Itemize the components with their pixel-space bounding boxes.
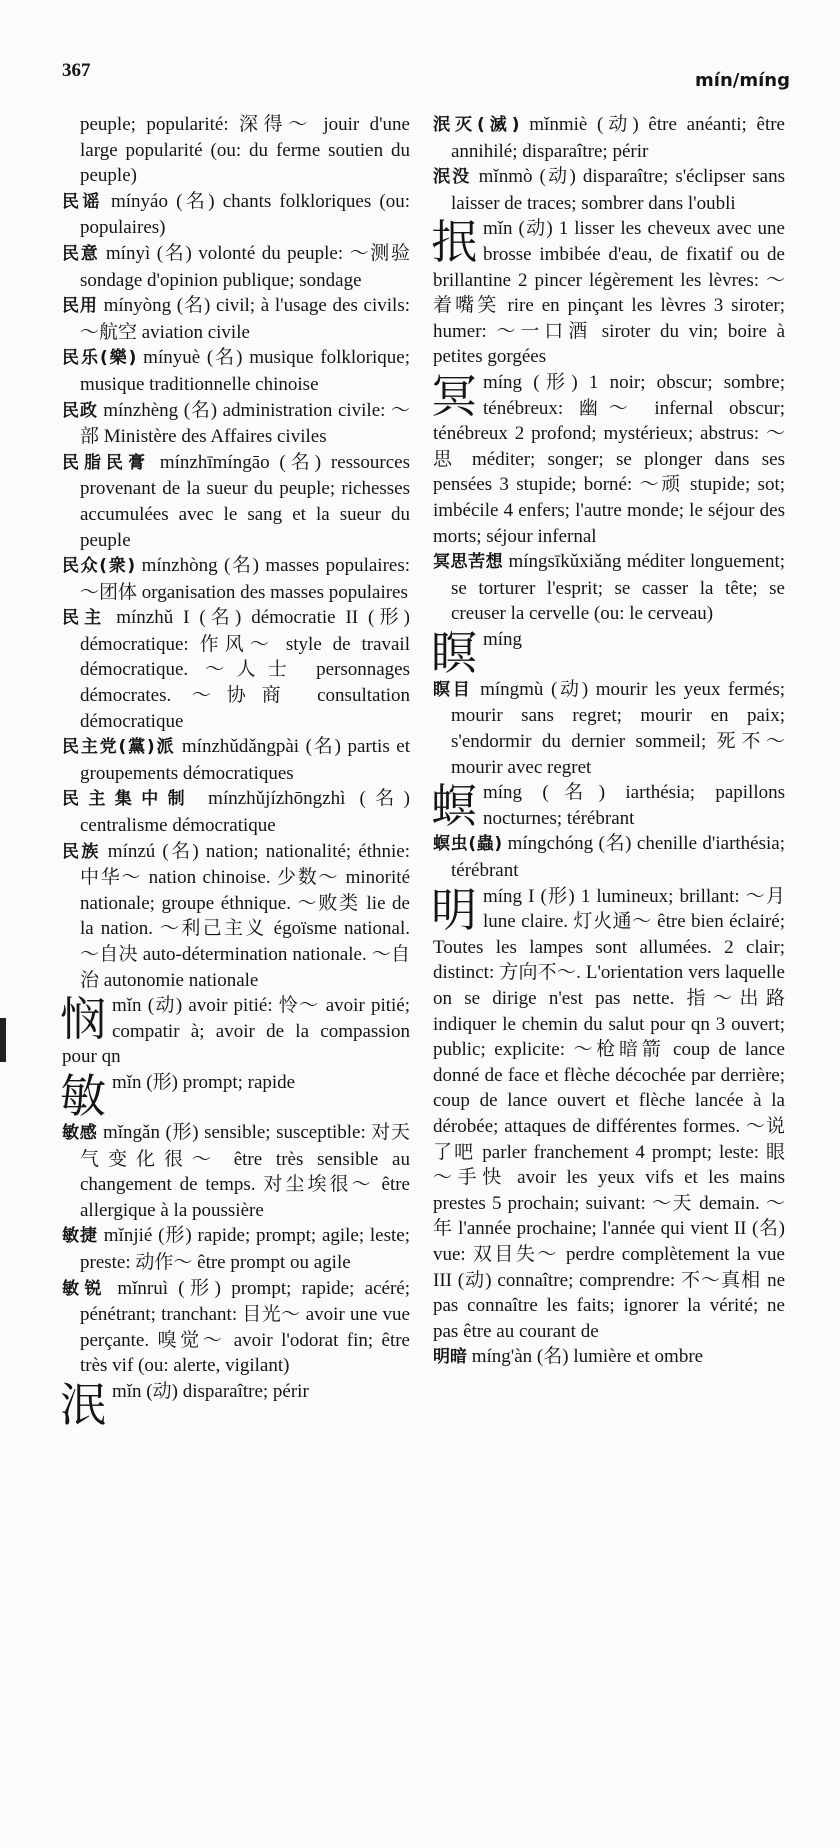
entry-character: 冥 [431, 368, 477, 423]
sub-entry [62, 398, 410, 450]
definition-text: mínzhǔjízhōngzhì (名) centralisme démocratique [80, 788, 410, 837]
definition-text: mínzhīmíngāo (名) ressources provenant de la sueur du peuple; richesses accumulées avec le sang et la sueur du peuple [80, 451, 410, 551]
definition-text: mínzhǔ I (名) démocratie II (形) démocratique: 作风～ style de travail démocratique. ～人士 personnages démocrates. ～协商 consultation démocratique [80, 607, 410, 732]
entry-continuation [62, 112, 410, 189]
sub-entry [433, 831, 785, 883]
headword: 民乐(樂) [62, 348, 137, 369]
definition-text: mínyòng (名) civil; à l'usage des civils: ～航空 aviation civile [80, 295, 410, 343]
headword: 民政 [62, 400, 98, 421]
main-entry [433, 216, 785, 370]
sub-entry [62, 553, 410, 605]
headword: 民主党(黨)派 [62, 737, 176, 758]
sub-entry [433, 549, 785, 627]
definition-text: míngchóng (名) chenille d'iarthésia; térébrant [451, 833, 785, 882]
definition-text: peuple; popularité: 深得～ jouir d'une large popularité (ou: du ferme soutien du peuple) [80, 114, 410, 187]
definition-text: mǐnmò (动) disparaître; s'éclipser sans laisser de traces; sombrer dans l'oubli [451, 166, 785, 214]
sub-entry [62, 1120, 410, 1223]
entry-definition: míng I (形) 1 lumineux; brillant: ～月 lune claire. 灯火通～ être bien éclairé; Toutes les lampes sont allumées. 2 clair; distinct: 方向不～. L'orientation vers laquelle on se dirige n'est pas nette. 指～出路 indiquer le chemin du salut pour qn 3 ouvert; public; explicite: ～枪暗箭 coup de lance donné de face et flèche décochée par derrière; coup de lance ouvert et flèche lancée à la dérobée; attaques de différentes formes. ～说了吧 parler franchement 4 prompt; leste: 眼～手快 avoir les yeux vifs et les mains prestes 5 prochain; suivant: ～天 demain. ～年 l'année prochaine; l'année qui vient II (名) vue: 双目失～ perdre complètement la vue III (动) connaître; comprendre: 不～真相 ne pas connaître les faits; ignorer la vérité; ne pas être au courant de [433, 885, 785, 1342]
entry-character: 螟 [431, 779, 477, 834]
main-entry [62, 993, 410, 1070]
sub-entry [433, 112, 785, 164]
definition-text: mínzhòng (名) masses populaires: ～团体 organisation des masses populaires [80, 555, 410, 603]
entry-definition: mǐn (动) disparaître; périr [112, 1380, 309, 1402]
definition-text: mǐnruì (形) prompt; rapide; acéré; pénétrant; tranchant: 目光～ avoir une vue perçante. 嗅觉～ avoir l'odorat fin; être très vif (ou: alerte, vigilant) [80, 1277, 411, 1377]
entry-character: 敏 [60, 1068, 106, 1123]
definition-text: mǐnmiè (动) être anéanti; être annihilé; disparaître; périr [451, 114, 785, 162]
right-column [433, 112, 785, 1371]
headword: 民脂民膏 [62, 452, 151, 473]
entry-definition: mǐn (动) 1 lisser les cheveux avec une brosse imbibée d'eau, de fixatif ou de brillantine 2 pincer légèrement les lèvres: ～着嘴笑 rire en pinçant les lèvres 3 siroter; humer: ～一口酒 siroter du vin; boire à petites gorgées [433, 218, 785, 368]
main-entry [433, 370, 785, 549]
running-head: mín/míng [695, 70, 790, 91]
definition-text: mínzhèng (名) administration civile: ～部 Ministère des Affaires civiles [80, 399, 410, 448]
definition-text: mínyì (名) volonté du peuple: ～测验 sondage d'opinion publique; sondage [80, 242, 411, 291]
edge-thumb-mark [0, 1018, 6, 1062]
entry-definition: mǐn (形) prompt; rapide [112, 1071, 296, 1093]
entry-character: 泯 [60, 1377, 106, 1432]
sub-entry [62, 189, 410, 241]
main-entry [433, 884, 785, 1345]
sub-entry [433, 677, 785, 780]
headword: 敏感 [62, 1122, 98, 1143]
sub-entry [433, 1344, 785, 1371]
sub-entry [62, 786, 410, 838]
headword: 民主 [62, 608, 107, 629]
definition-text: míngsīkǔxiǎng méditer longuement; se torturer l'esprit; se casser la tête; se creuser la cervelle (ou: le cerveau) [451, 551, 785, 625]
entry-character: 明 [431, 882, 477, 937]
main-entry [60, 1068, 410, 1123]
definition-text: mínzú (名) nation; nationalité; éthnie: 中华～ nation chinoise. 少数～ minorité nationale; groupe éthnique. ～败类 lie de la nation. ～利己主义 égoïsme national. ～自决 auto-détermination nationale. ～自治 autonomie nationale [80, 840, 410, 991]
sub-entry [62, 241, 410, 293]
headword: 明暗 [433, 1347, 467, 1368]
sub-entry [62, 1276, 410, 1379]
sub-entry [62, 450, 410, 553]
sub-entry [62, 839, 410, 994]
page-number: 367 [62, 60, 91, 81]
headword: 敏锐 [62, 1278, 108, 1299]
headword: 民谣 [62, 191, 103, 212]
definition-text: mínyáo (名) chants folkloriques (ou: populaires) [80, 190, 411, 239]
definition-text: mínzhǔdǎngpài (名) partis et groupements démocratiques [80, 736, 410, 784]
definition-text: mínyuè (名) musique folklorique; musique traditionnelle chinoise [80, 347, 411, 395]
headword: 民意 [62, 243, 100, 264]
headword: 冥思苦想 [433, 552, 504, 573]
main-entry [431, 625, 785, 680]
definition-text: mǐngǎn (形) sensible; susceptible: 对天气变化很～ être très sensible au changement de temps. 对尘埃很～ être allergique à la poussière [80, 1121, 410, 1221]
headword: 民主集中制 [62, 789, 195, 810]
sub-entry [62, 293, 410, 345]
entry-definition: míng [483, 628, 523, 650]
headword: 泯没 [433, 167, 472, 188]
headword: 螟虫(蟲) [433, 834, 503, 855]
headword: 民族 [62, 841, 101, 862]
headword: 民用 [62, 296, 98, 317]
definition-text: míngmù (动) mourir les yeux fermés; mourir sans regret; mourir en paix; s'endormir du dernier sommeil; 死不～ mourir avec regret [451, 678, 786, 778]
sub-entry [62, 345, 410, 397]
sub-entry [433, 164, 785, 216]
sub-entry [62, 1223, 410, 1275]
main-entry [431, 779, 785, 834]
sub-entry [62, 605, 410, 734]
entry-character: 瞑 [431, 625, 477, 680]
entry-definition: mǐn (动) avoir pitié: 怜～ avoir pitié; compatir à; avoir de la compassion pour qn [62, 995, 410, 1068]
headword: 民众(衆) [62, 556, 136, 577]
headword: 瞑目 [433, 679, 473, 700]
left-column [60, 112, 411, 1432]
definition-text: mǐnjié (形) rapide; prompt; agile; leste; preste: 动作～ être prompt ou agile [80, 1225, 410, 1273]
headword: 敏捷 [62, 1226, 99, 1247]
headword: 泯灭(滅) [433, 115, 520, 135]
entry-definition: míng (名) iarthésia; papillons nocturnes; térébrant [483, 782, 785, 829]
entry-character: 悯 [60, 992, 106, 1047]
definition-text: míng'àn (名) lumière et ombre [467, 1346, 704, 1368]
main-entry [60, 1377, 410, 1432]
sub-entry [62, 734, 410, 786]
entry-character: 抿 [431, 215, 477, 270]
entry-definition: míng (形) 1 noir; obscur; sombre; ténébreux: 幽～ infernal obscur; ténébreux 2 profond; mystérieux; abstrus: ～思 méditer; songer; se plonger dans ses pensées 3 stupide; borné: ～顽 stupide; sot; imbécile 4 enfers; l'autre monde; le séjour des morts; séjour infernal [433, 371, 785, 547]
